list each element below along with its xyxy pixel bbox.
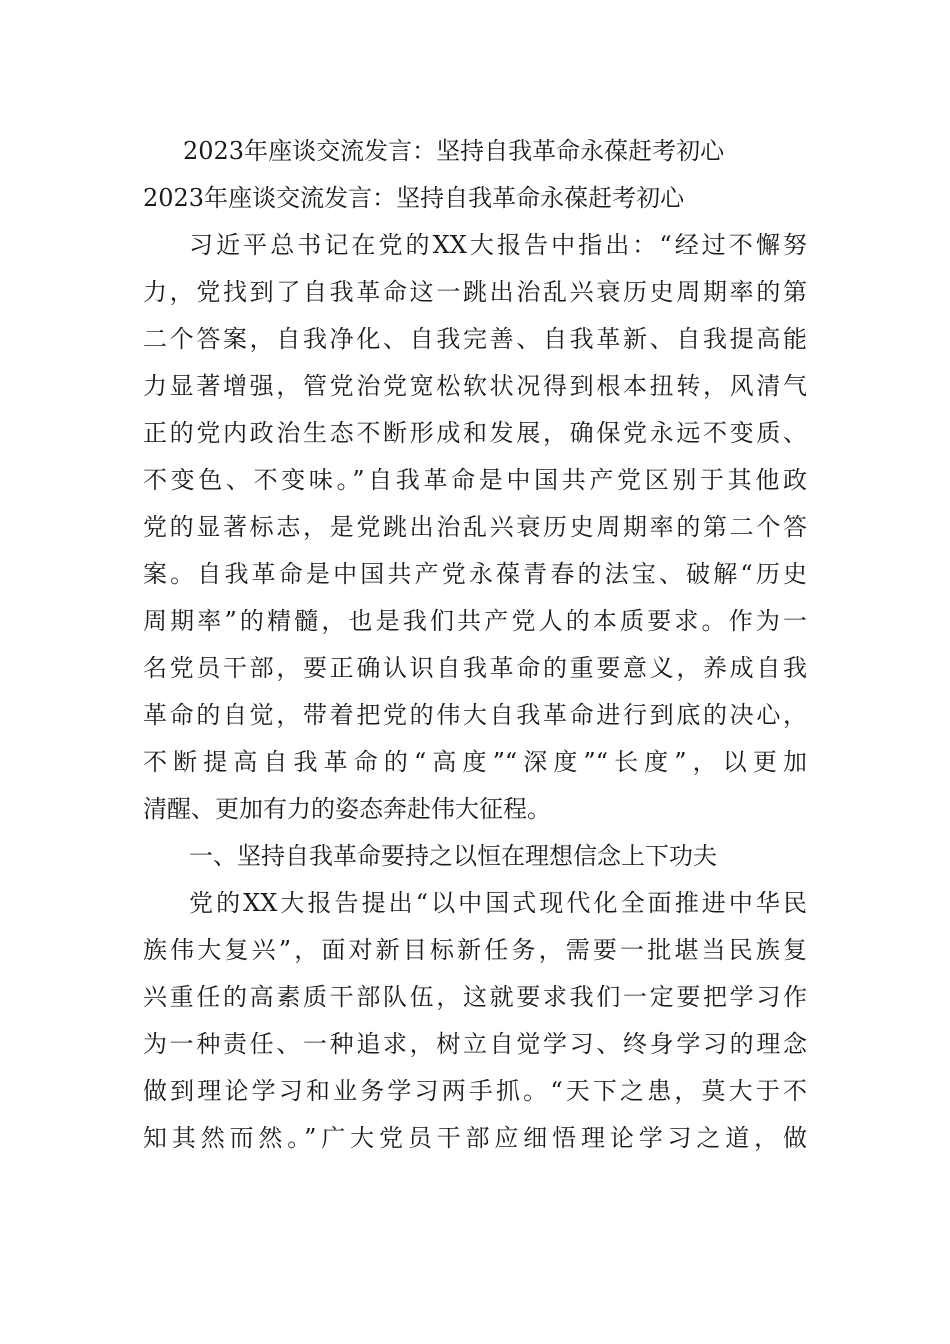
paragraph-line: 不断提高自我革命的“高度”“深度”“长度”，以更加 xyxy=(143,748,807,776)
paragraph-line: 正的党内政治生态不断形成和发展，确保党永远不变质、 xyxy=(143,419,807,447)
paragraph-line: 知其然而然。”广大党员干部应细悟理论学习之道，做 xyxy=(143,1124,807,1152)
paragraph-line: 名党员干部，要正确认识自我革命的重要意义，养成自我 xyxy=(143,654,807,682)
paragraph-line: 党的显著标志，是党跳出治乱兴衰历史周期率的第二个答 xyxy=(143,513,807,541)
paragraph-line: 为一种责任、一种追求，树立自觉学习、终身学习的理念 xyxy=(143,1030,807,1058)
paragraph-line: 二个答案，自我净化、自我完善、自我革新、自我提高能 xyxy=(143,325,807,353)
document-title: 2023年座谈交流发言：坚持自我革命永葆赶考初心 xyxy=(183,137,725,165)
paragraph-line: 力，党找到了自我革命这一跳出治乱兴衰历史周期率的第 xyxy=(143,278,807,306)
paragraph-line: 清醒、更加有力的姿态奔赴伟大征程。 xyxy=(143,795,551,823)
document-subtitle: 2023年座谈交流发言：坚持自我革命永葆赶考初心 xyxy=(143,184,685,212)
paragraph-line: 革命的自觉，带着把党的伟大自我革命进行到底的决心， xyxy=(143,701,807,729)
paragraph-line: 案。自我革命是中国共产党永葆青春的法宝、破解“历史 xyxy=(143,560,807,588)
section-heading: 一、坚持自我革命要持之以恒在理想信念上下功夫 xyxy=(189,842,717,870)
paragraph-line: 不变色、不变味。”自我革命是中国共产党区别于其他政 xyxy=(143,466,807,494)
paragraph-line: 族伟大复兴”，面对新目标新任务，需要一批堪当民族复 xyxy=(143,936,807,964)
paragraph-line: 周期率”的精髓，也是我们共产党人的本质要求。作为一 xyxy=(143,607,807,635)
paragraph-line: 兴重任的高素质干部队伍，这就要求我们一定要把学习作 xyxy=(143,983,807,1011)
paragraph-line: 力显著增强，管党治党宽松软状况得到根本扭转，风清气 xyxy=(143,372,807,400)
paragraph-line: 党的XX大报告提出“以中国式现代化全面推进中华民 xyxy=(189,889,807,917)
document-body xyxy=(143,128,807,1162)
paragraph-line: 习近平总书记在党的XX大报告中指出：“经过不懈努 xyxy=(189,231,807,259)
paragraph-line: 做到理论学习和业务学习两手抓。“天下之患，莫大于不 xyxy=(143,1077,807,1105)
